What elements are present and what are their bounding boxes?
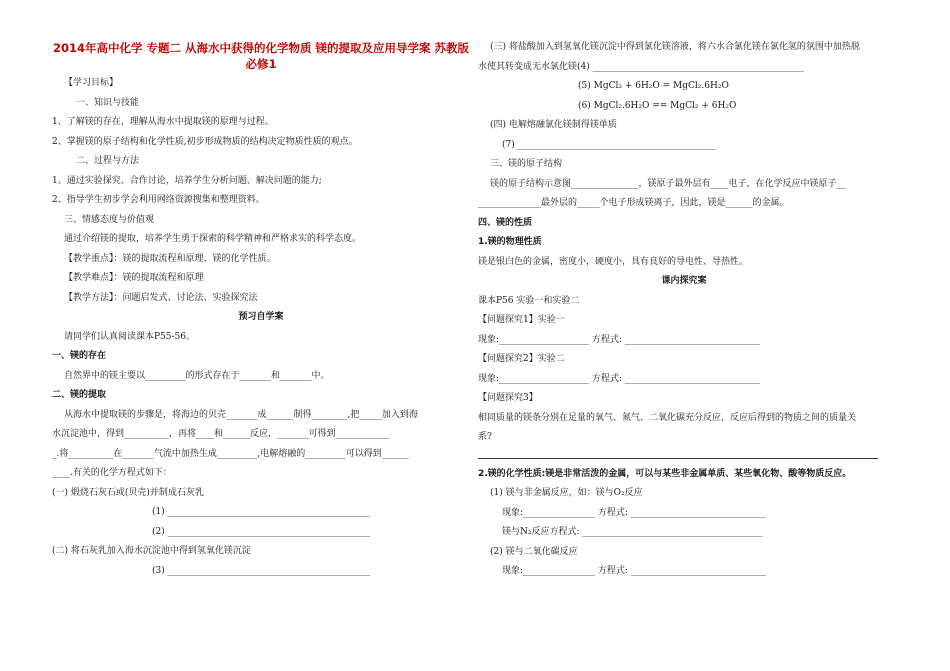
right-text-line: 【问题探究3】 bbox=[478, 393, 538, 403]
left-text-line: 2、指导学生初步学会利用网络资源搜集和整理资料。 bbox=[52, 195, 265, 205]
left-text-line: 请同学们认真阅读课本P55-56。 bbox=[64, 331, 196, 342]
right-text-line: 四、镁的性质 bbox=[478, 217, 533, 228]
left-text-line: 【教学方法】：问题启发式、讨论法、实验探究法 bbox=[64, 292, 258, 303]
right-column-lines bbox=[478, 38, 890, 582]
right-text-line: (三) 将盐酸加入到氢氧化镁沉淀中得到氯化镁溶液，将六水合氯化镁在氯化氢的氛围中加热脱 bbox=[490, 42, 860, 52]
left-text-line: (二) 将石灰乳加入海水沉淀池中得到氢氧化镁沉淀 bbox=[52, 546, 251, 556]
left-column-lines bbox=[52, 74, 470, 581]
right-text-line: 镁的原子结构示意图_______________，镁原子最外层有____电子，在化学反应中镁原子__ bbox=[490, 178, 846, 189]
right-text-line: (四) 电解熔融氯化镁制得镁单质 bbox=[490, 120, 617, 130]
right-text-line: 镁与N₂反应方程式: ________________________________________ bbox=[502, 527, 763, 537]
left-text-line: 1、通过实验探究、合作讨论，培养学生分析问题、解决问题的能力; bbox=[52, 175, 322, 186]
right-text-line: (6) MgCl₂.6H₂O == MgCl₂ + 6H₂O bbox=[578, 100, 737, 111]
left-text-line: (3) _____________________________________________ bbox=[152, 565, 371, 576]
left-column bbox=[52, 34, 470, 581]
right-text-line: (2) 镁与二氧化碳反应 bbox=[490, 546, 578, 557]
left-text-line: ____.有关的化学方程式如下： bbox=[52, 468, 172, 478]
right-text-line: 现象:________________ 方程式: ______________________________ bbox=[502, 507, 766, 518]
right-text-line: 课内探究案 bbox=[661, 276, 707, 286]
document-title: 2014年高中化学 专题二 从海水中获得的化学物质 镁的提取及应用导学案 苏教版必修1 bbox=[52, 41, 470, 71]
left-text-line: 【学习目标】 bbox=[64, 78, 119, 88]
left-text-line: 一、镁的存在 bbox=[52, 351, 107, 361]
right-text-line: 现象:________________ 方程式: ______________________________ bbox=[502, 566, 766, 576]
right-text-line: 水使其转变成无水氯化镁(4) _______________________________________________ bbox=[478, 61, 805, 72]
right-text-line: 相同质量的镁条分别在足量的氧气、氮气、二氧化碳充分反应，反应后得到的物质之间的质量关 bbox=[478, 412, 857, 423]
left-text-line: (1) _____________________________________________ bbox=[152, 507, 371, 517]
left-text-line: 二、镁的提取 bbox=[52, 390, 107, 400]
right-text-line: 【问题探究1】实验一 bbox=[478, 315, 565, 325]
right-text-line: 1.镁的物理性质 bbox=[478, 237, 542, 247]
left-text-line: (2) _____________________________________________ bbox=[152, 526, 371, 537]
right-text-line: 2.镁的化学性质:镁是非常活泼的金属，可以与某些非金属单质、某些氧化物、酸等物质反应。 bbox=[478, 468, 852, 479]
right-text-line: (7) ____________________________________________ bbox=[502, 139, 716, 150]
left-text-line: 从海水中提取镁的步骤是，将海边的贝壳_______成______制得________,把_____加入到海 bbox=[64, 409, 418, 420]
right-column bbox=[478, 38, 890, 582]
right-text-line: (1) 镁与非金属反应，如：镁与O₂反应 bbox=[490, 488, 643, 498]
left-text-line: 【教学重点】：镁的提取流程和原理、镁的化学性质。 bbox=[64, 253, 276, 264]
right-text-line: 现象:____________________ 方程式: ______________________________ bbox=[478, 334, 760, 345]
right-text-line: 镁是银白色的金属，密度小，硬度小，具有良好的导电性、导热性。 bbox=[478, 256, 749, 267]
right-text-line: 系? bbox=[478, 432, 492, 442]
right-text-line: (5) MgCl₂ + 6H₂O = MgCl₂.6H₂O bbox=[578, 81, 729, 91]
left-text-line: 预习自学案 bbox=[238, 312, 284, 322]
right-text-line: 课本P56 实验一和实验二 bbox=[478, 295, 580, 306]
left-text-line: 二、过程与方法 bbox=[76, 156, 140, 166]
left-text-line: 【教学难点】：镁的提取流程和原理 bbox=[64, 273, 204, 283]
left-text-line: 2、掌握镁的原子结构和化学性质,初步形成物质的结构决定物质性质的观点。 bbox=[52, 136, 358, 147]
left-text-line: 自然界中的镁主要以_________的形式存在于_______和_______中。 bbox=[64, 370, 330, 381]
left-text-line: 1、了解镁的存在，理解从海水中提取镁的原理与过程。 bbox=[52, 117, 274, 127]
right-text-line bbox=[478, 448, 878, 459]
right-text-line: 现象:____________________ 方程式: ______________________________ bbox=[478, 373, 760, 384]
left-text-line: 一、知识与技能 bbox=[76, 97, 140, 108]
right-text-line: 三、镁的原子结构 bbox=[490, 159, 563, 169]
left-text-line: 三、情感态度与价值观 bbox=[64, 214, 155, 225]
right-text-line: 【问题探究2】实验二 bbox=[478, 354, 565, 364]
right-text-line: ______________最外层的_____个电子形成镁离子，因此，镁是______的金属。 bbox=[478, 198, 789, 208]
left-text-line: (一) 煅烧石灰石或(贝壳)并制成石灰乳 bbox=[52, 487, 204, 498]
left-text-line: 通过介绍镁的提取，培养学生勇于探索的科学精神和严格求实的科学态度。 bbox=[64, 234, 362, 244]
left-text-line: _.将__________在_______气流中加热生成_________,电解熔融的_________可以得到______ bbox=[52, 448, 409, 459]
left-text-line: 水沉淀池中，得到__________，再将____和______反应，_______可得到____________ bbox=[52, 429, 390, 439]
